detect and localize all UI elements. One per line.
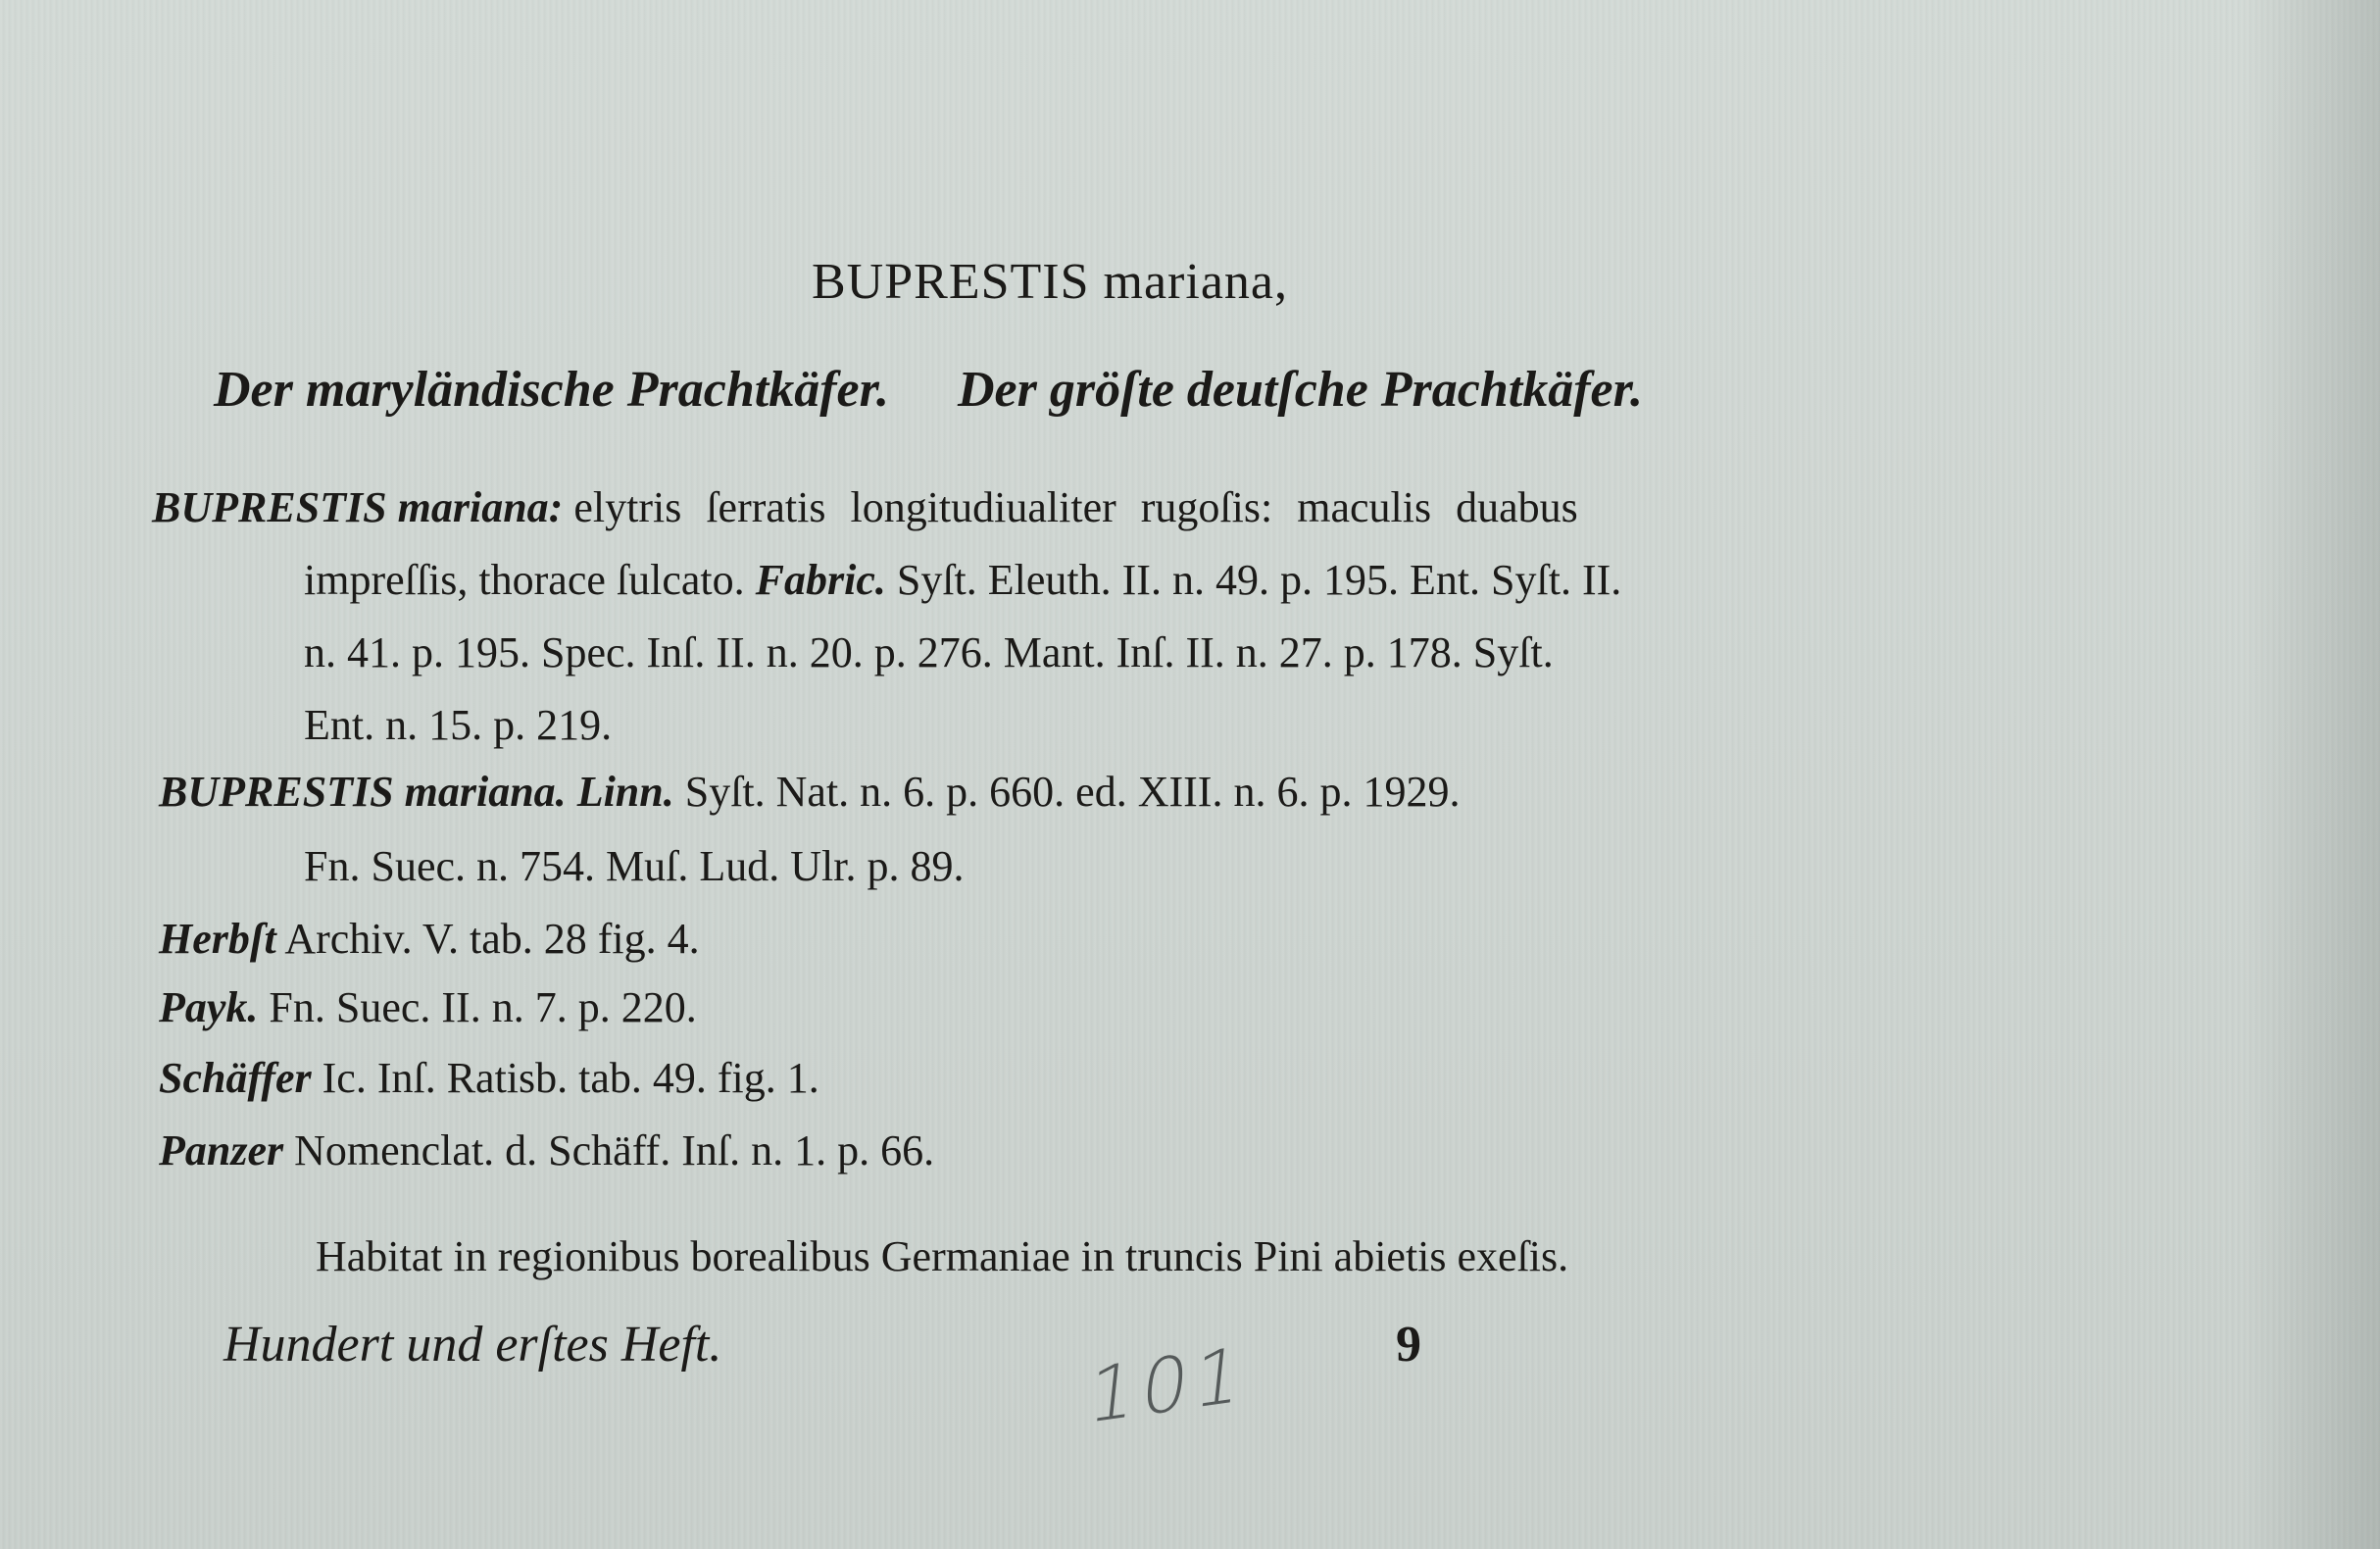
- citation-author: Payk.: [159, 983, 259, 1031]
- citation-text: Nomenclat. d. Schäff. Inſ. n. 1. p. 66.: [294, 1126, 935, 1174]
- citation-lead: BUPRESTIS mariana.: [159, 768, 567, 816]
- page-edge-shadow: [2243, 0, 2380, 1549]
- citation-line: [159, 1053, 819, 1103]
- species-title: BUPRESTIS mariana,: [812, 254, 1288, 310]
- citation-line: [304, 555, 1621, 605]
- citation-text: impreſſis, thorace ſulcato.: [304, 556, 745, 604]
- citation-text: Fn. Suec. II. n. 7. p. 220.: [269, 983, 697, 1031]
- common-names: [214, 361, 1643, 419]
- habitat-note: Habitat in regionibus borealibus Germaniae in truncis Pini abietis exeſis.: [316, 1232, 1569, 1280]
- citation-text: n. 41. p. 195. Spec. Inſ. II. n. 20. p. 276. Mant. Inſ. II. n. 27. p. 178. Syſt.: [304, 628, 1554, 676]
- citation-text: Ent. n. 15. p. 219.: [304, 701, 613, 749]
- citation-text: elytris ſerratis longitudiualiter rugoſis: maculis duabus: [573, 483, 1578, 531]
- citation-text: Archiv. V. tab. 28 fig. 4.: [284, 915, 700, 963]
- issue-footer: Hundert und erſtes Heft.: [223, 1317, 722, 1373]
- citation-lead: BUPRESTIS mariana:: [152, 483, 564, 531]
- citation-line: [159, 767, 1460, 817]
- citation-text: Fn. Suec. n. 754. Muſ. Lud. Ulr. p. 89.: [304, 842, 965, 890]
- citation-author: Panzer: [159, 1126, 284, 1174]
- citation-line: [152, 482, 1578, 532]
- citation-text: Syſt. Nat. n. 6. p. 660. ed. XIII. n. 6. p. 1929.: [684, 768, 1461, 816]
- citation-line: [159, 1125, 934, 1175]
- citation-line: [304, 700, 612, 750]
- common-name-maryland: Der maryländische Prachtkäfer.: [214, 362, 889, 418]
- citation-text: Ic. Inſ. Ratisb. tab. 49. fig. 1.: [322, 1054, 819, 1102]
- citation-line: [304, 841, 964, 891]
- handwritten-note: 101: [1083, 1328, 1253, 1441]
- citation-author: Fabric.: [755, 556, 886, 604]
- citation-line: [159, 914, 700, 964]
- page-number: 9: [1396, 1317, 1421, 1373]
- common-name-largest-german: Der gröſte deutſche Prachtkäfer.: [957, 362, 1643, 418]
- citation-author: Herbſt: [159, 915, 276, 963]
- citation-author: Schäffer: [159, 1054, 312, 1102]
- citation-line: [304, 627, 1554, 677]
- citation-line: [159, 982, 697, 1032]
- citation-author: Linn.: [576, 768, 674, 816]
- citation-text: Syſt. Eleuth. II. n. 49. p. 195. Ent. Syſt. II.: [896, 556, 1622, 604]
